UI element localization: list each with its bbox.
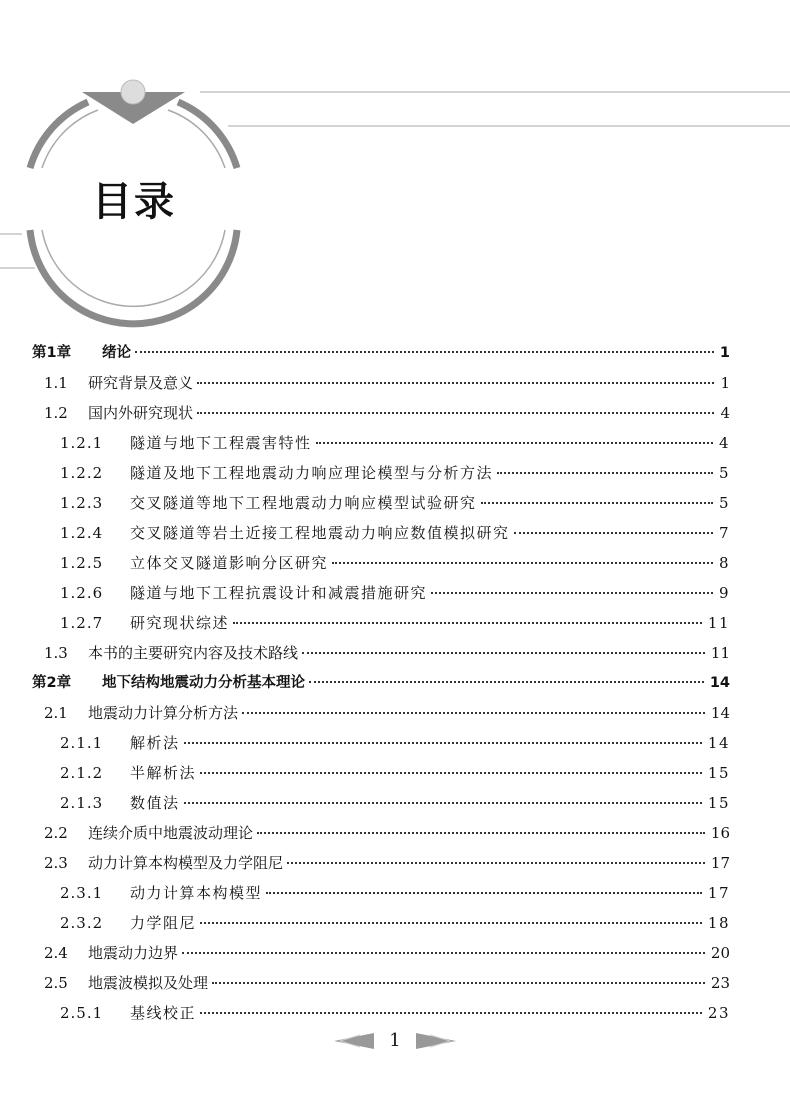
toc-title: 地震波模拟及处理 (88, 974, 209, 992)
toc-page: 20 (710, 944, 730, 962)
toc-entry[interactable] (60, 488, 730, 518)
toc-number: 2.1.2 (60, 764, 104, 782)
toc-page: 23 (707, 1004, 730, 1022)
toc-number: 1.2 (44, 404, 68, 422)
dot-leader (302, 652, 705, 654)
toc-page: 17 (707, 884, 730, 902)
toc-number: 1.2.3 (60, 494, 104, 512)
toc-page: 14 (707, 734, 730, 752)
toc-title: 解析法 (130, 734, 180, 752)
toc-title: 地震动力计算分析方法 (88, 704, 239, 722)
toc-page: 15 (707, 794, 730, 812)
toc-entry[interactable] (44, 698, 730, 728)
toc-entry[interactable] (60, 788, 730, 818)
toc-number: 2.1.1 (60, 734, 104, 752)
toc-page: 15 (707, 764, 730, 782)
toc-entry[interactable] (60, 458, 730, 488)
dot-leader (332, 562, 713, 564)
toc-number: 2.3.1 (60, 884, 104, 902)
dot-leader (197, 382, 714, 384)
toc-title: 数值法 (130, 794, 180, 812)
toc-title: 力学阻尼 (130, 914, 197, 932)
dot-leader (200, 1012, 702, 1014)
toc-page: 14 (710, 704, 730, 722)
toc-page: 1 (719, 345, 730, 361)
toc-entry[interactable] (32, 668, 730, 698)
toc-number: 2.5 (44, 974, 68, 992)
toc-entry[interactable] (60, 728, 730, 758)
toc-page: 5 (718, 494, 730, 512)
toc-entry[interactable] (44, 938, 730, 968)
toc-title: 研究背景及意义 (88, 374, 194, 392)
toc-title: 交叉隧道等岩土近接工程地震动力响应数值模拟研究 (130, 524, 510, 542)
dot-leader (309, 681, 704, 683)
toc-number: 2.5.1 (60, 1004, 104, 1022)
toc-title: 动力计算本构模型及力学阻尼 (88, 854, 284, 872)
toc-number: 2.1.3 (60, 794, 104, 812)
toc-entry[interactable] (60, 758, 730, 788)
dot-leader (257, 832, 705, 834)
dot-leader (184, 742, 702, 744)
toc-title: 研究现状综述 (130, 614, 230, 632)
toc-entry[interactable] (44, 818, 730, 848)
page-number: 1 (389, 1030, 401, 1051)
toc-number: 1.1 (44, 374, 68, 392)
toc-number: 2.3.2 (60, 914, 104, 932)
page-footer (0, 1030, 790, 1051)
toc-title: 国内外研究现状 (88, 404, 194, 422)
toc-number: 第2章 (32, 675, 72, 691)
toc-entry[interactable] (44, 398, 730, 428)
toc-page: 7 (718, 524, 730, 542)
dot-leader (316, 442, 713, 444)
toc-title: 交叉隧道等地下工程地震动力响应模型试验研究 (130, 494, 477, 512)
dot-leader (242, 712, 705, 714)
dot-leader (184, 802, 702, 804)
toc-page: 11 (710, 644, 730, 662)
toc-entry[interactable] (60, 608, 730, 638)
dot-leader (200, 772, 702, 774)
toc-title: 连续介质中地震波动理论 (88, 824, 254, 842)
toc-title: 地震动力边界 (88, 944, 179, 962)
toc-number: 2.2 (44, 824, 68, 842)
toc-page: 8 (718, 554, 730, 572)
toc-entry[interactable] (60, 428, 730, 458)
toc-number: 1.2.1 (60, 434, 104, 452)
toc-page: 16 (710, 824, 730, 842)
toc-page: 11 (707, 614, 730, 632)
toc-entry[interactable] (32, 338, 730, 368)
toc-title: 地下结构地震动力分析基本理论 (102, 675, 305, 691)
toc-entry[interactable] (60, 998, 730, 1028)
toc-number: 1.2.6 (60, 584, 104, 602)
toc-number: 1.3 (44, 644, 68, 662)
dot-leader (135, 351, 714, 353)
toc-title: 立体交叉隧道影响分区研究 (130, 554, 329, 572)
toc-title: 隧道与地下工程震害特性 (130, 434, 312, 452)
toc-number: 第1章 (32, 345, 72, 361)
toc-number: 2.4 (44, 944, 68, 962)
toc-entry[interactable] (44, 368, 730, 398)
toc-page: 17 (710, 854, 730, 872)
dot-leader (497, 472, 713, 474)
toc-entry[interactable] (60, 578, 730, 608)
dot-leader (197, 412, 714, 414)
dot-leader (287, 862, 705, 864)
toc-page: 18 (707, 914, 730, 932)
dot-leader (514, 532, 713, 534)
toc-title: 本书的主要研究内容及技术路线 (88, 644, 299, 662)
toc-number: 1.2.7 (60, 614, 104, 632)
arrow-right-icon (416, 1033, 456, 1049)
toc-entry[interactable] (60, 878, 730, 908)
dot-leader (212, 982, 705, 984)
toc-page: 5 (718, 464, 730, 482)
toc-entry[interactable] (60, 518, 730, 548)
toc-entry[interactable] (60, 548, 730, 578)
toc-entry[interactable] (44, 638, 730, 668)
toc-number: 1.2.4 (60, 524, 104, 542)
toc-entry[interactable] (44, 848, 730, 878)
dot-leader (481, 502, 713, 504)
toc-entry[interactable] (44, 968, 730, 998)
toc-title: 基线校正 (130, 1004, 197, 1022)
toc-title: 绪论 (102, 345, 131, 361)
toc-page: 4 (718, 434, 730, 452)
toc-title: 隧道及地下工程地震动力响应理论模型与分析方法 (130, 464, 494, 482)
toc-title: 半解析法 (130, 764, 197, 782)
toc-number: 1.2.2 (60, 464, 104, 482)
toc-page: 14 (709, 675, 730, 691)
toc-number: 2.1 (44, 704, 68, 722)
toc-number: 2.3 (44, 854, 68, 872)
toc-title: 动力计算本构模型 (130, 884, 263, 902)
toc-number: 1.2.5 (60, 554, 104, 572)
toc-title: 隧道与地下工程抗震设计和减震措施研究 (130, 584, 428, 602)
toc-page: 1 (720, 374, 730, 392)
toc-page: 23 (710, 974, 730, 992)
dot-leader (200, 922, 702, 924)
toc-page: 9 (718, 584, 730, 602)
toc-page: 4 (720, 404, 730, 422)
header-decoration (0, 0, 790, 330)
dot-leader (233, 622, 702, 624)
toc-entry[interactable] (60, 908, 730, 938)
page-title: 目录 (92, 179, 176, 225)
dot-leader (266, 892, 702, 894)
dot-leader (182, 952, 705, 954)
arrow-left-icon (334, 1033, 374, 1049)
dot-leader (431, 592, 713, 594)
